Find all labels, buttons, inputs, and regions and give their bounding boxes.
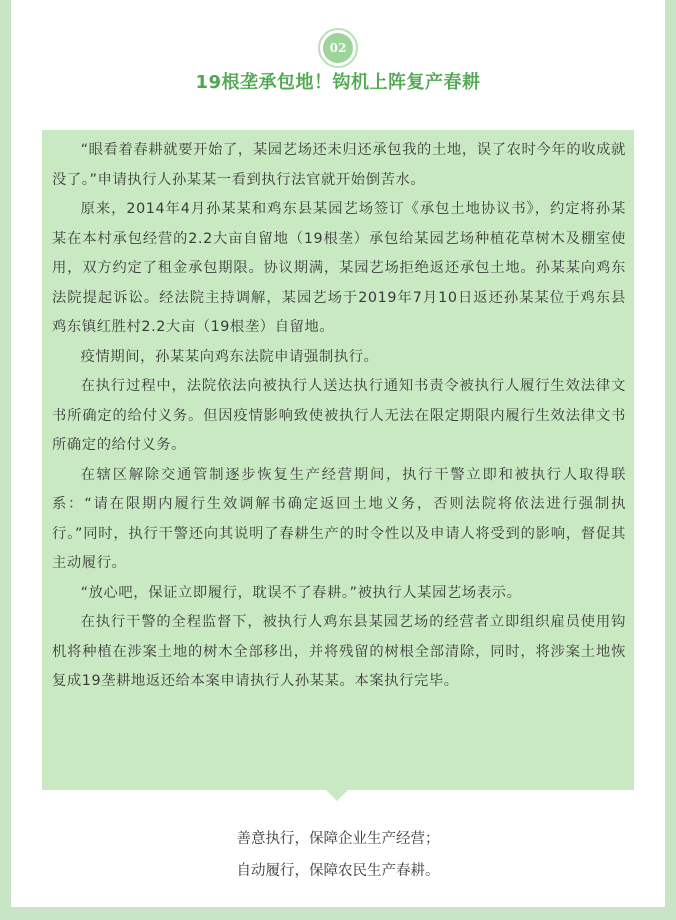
article-page	[11, 0, 665, 907]
paragraph: “眼看着春耕就要开始了，某园艺场还未归还承包我的土地，误了农时今年的收成就没了。”申请执行人孙某某一看到执行法官就开始倒苦水。	[52, 142, 626, 188]
section-number: 02	[323, 33, 353, 63]
card-pointer-arrow	[326, 790, 348, 801]
paragraph: 在执行干警的全程监督下，被执行人鸡东县某园艺场的经营者立即组织雇员使用钩机将种植在涉案土地的树木全部移出，并将残留的树根全部清除，同时，将涉案土地恢复成19垄耕地返还给本案申请执行人孙某某。本案执行完毕。	[52, 614, 626, 689]
article-body	[52, 136, 626, 697]
paragraph: “放心吧，保证立即履行，耽误不了春耕。”被执行人某园艺场表示。	[80, 584, 522, 601]
slogan-line: 善意执行，保障企业生产经营；	[236, 831, 440, 847]
section-number-badge	[318, 28, 358, 68]
footer-slogan	[11, 823, 665, 887]
section-title: 19根垄承包地！钩机上阵复产春耕	[195, 72, 481, 93]
content-card	[42, 130, 634, 790]
paragraph: 原来，2014年4月孙某某和鸡东县某园艺场签订《承包土地协议书》，约定将孙某某在本村承包经营的2.2大亩自留地（19根垄）承包给某园艺场种植花草树木及棚室使用，双方约定了租金承包期限。协议期满，某园艺场拒绝返还承包土地。孙某某向鸡东法院提起诉讼。经法院主持调解，某园艺场于2019年7月10日返还孙某某位于鸡东县鸡东镇红胜村2.2大亩（19根垄）自留地。	[52, 201, 626, 335]
paragraph: 在执行过程中，法院依法向被执行人送达执行通知书责令被执行人履行生效法律文书所确定的给付义务。但因疫情影响致使被执行人无法在限定期限内履行生效法律文书所确定的给付义务。	[52, 378, 626, 453]
paragraph: 疫情期间，孙某某向鸡东法院申请强制执行。	[80, 348, 379, 365]
paragraph: 在辖区解除交通管制逐步恢复生产经营期间，执行干警立即和被执行人取得联系：“请在限期内履行生效调解书确定返回土地义务，否则法院将依法进行强制执行。”同时，执行干警还向其说明了春耕生产的时令性以及申请人将受到的影响，督促其主动履行。	[52, 466, 626, 571]
slogan-line: 自动履行，保障农民生产春耕。	[236, 863, 440, 879]
